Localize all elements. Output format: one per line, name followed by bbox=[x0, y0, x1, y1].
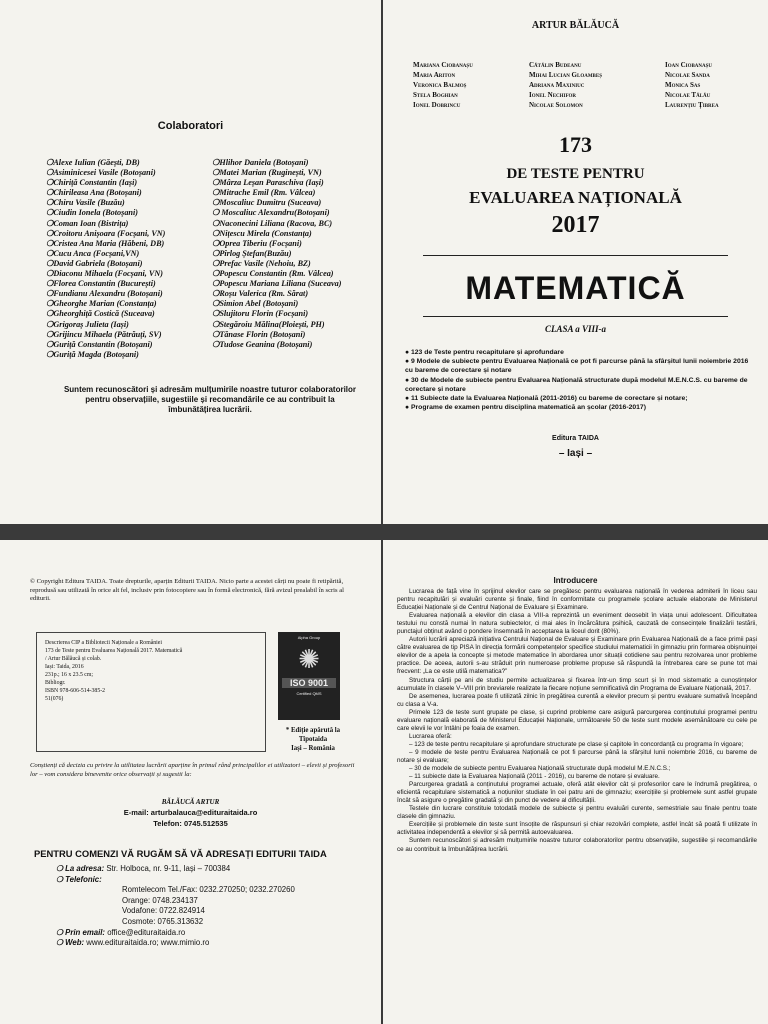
cip-line: Descrierea CIP a Bibliotecii Naționale a României bbox=[45, 640, 162, 646]
main-author: ARTUR BĂLĂUCĂ bbox=[531, 20, 620, 31]
cip-line: 231p.; 16 x 23.5 cm; bbox=[45, 672, 93, 678]
cert-iso-label: ISO 9001 bbox=[282, 678, 336, 688]
collaborator-item: ❍Mitrache Emil (Rm. Vâlcea) bbox=[212, 188, 316, 198]
collaborator-item: ❍Guriță Magda (Botoșani) bbox=[46, 349, 139, 359]
book-year: 2017 bbox=[551, 212, 600, 238]
collaborator-item: ❍Hlihor Daniela (Botoșani) bbox=[212, 158, 309, 167]
book-number: 173 bbox=[559, 132, 592, 157]
page-copyright bbox=[0, 540, 381, 1024]
phone-list bbox=[56, 885, 295, 927]
collaborator-item: ❍Oprea Tiberiu (Focșani) bbox=[212, 238, 302, 248]
contact-author: BĂLĂUCĂ ARTUR bbox=[161, 798, 220, 806]
cip-line: 51(076) bbox=[45, 696, 64, 702]
cip-line: 173 de Teste pentru Evaluarea Națională 2017. Matematică bbox=[45, 648, 183, 654]
introduction-paragraph: Testele din lucrare constituie totodată modele de subiecte și pentru evaluări curente, semestriale sau finale pentru toate clasele din gimnaziu. bbox=[397, 805, 757, 821]
coauthors-column-1 bbox=[413, 60, 473, 110]
coauthors-column-2 bbox=[529, 60, 602, 110]
divider bbox=[423, 316, 728, 317]
coauthor-name: Nicolae Tălău bbox=[665, 91, 711, 99]
introduction-paragraph: Autorii lucrării apreciază inițiativa Centrului Național de Evaluare și Examinare prin Evaluarea Națională de a face primii pași către evaluarea de tip PISA în direcția formării competențelor specifice studiului matematicii în gimnaziu prin formarea obișnuinței elevilor de a apela la concepte și metode matematice în abordarea unor situații cotidiene sau pentru rezolvarea unor probleme practice. De aceea, autorii s-au străduit prin numeroase probleme propuse să răspundă la întrebarea care se pune tot mai frecvent: „La ce este utilă matematica?” bbox=[397, 636, 757, 676]
collaborator-item: ❍Mârza Leșan Paraschiva (Iași) bbox=[212, 178, 324, 188]
collaborator-item: ❍Alexe Iulian (Găești, DB) bbox=[46, 158, 140, 167]
introduction-paragraph: Exercițiile și problemele din teste sunt însoțite de răspunsuri și chiar rezolvări complete, astfel încât să poată fi utilizate în activitatea independentă a elevilor și să permită autoevaluarea. bbox=[397, 821, 757, 837]
collaborator-item: ❍ Moscaliuc Alexandru(Botoșani) bbox=[212, 208, 330, 218]
coauthor-name: Stela Boghian bbox=[413, 91, 458, 99]
phone-number: Cosmote: 0765.313632 bbox=[122, 916, 204, 926]
introduction-paragraph: De asemenea, lucrarea poate fi utilizată zilnic în pregătirea curentă a elevilor precum și pentru evaluare sumativă începând cu clasa a V-a. bbox=[397, 692, 757, 708]
feature-item: ● 9 Modele de subiecte pentru Evaluarea Națională ce pot fi parcurse până la sfârșitul lunii noiembrie 2016 cu bareme de corectare și notare bbox=[405, 358, 749, 375]
coauthor-name: Ionel Nechifor bbox=[529, 91, 577, 99]
collaborator-item: ❍Roșu Valerica (Rm. Sărat) bbox=[212, 289, 309, 299]
cert-star-icon: ✺ bbox=[298, 644, 320, 674]
phones-label: ❍ Telefonic: bbox=[56, 874, 102, 884]
coauthor-name: Adriana Maxiniuc bbox=[529, 81, 585, 89]
cert-top-label: Alpha Group bbox=[297, 635, 321, 640]
book-title-line-2: EVALUAREA NAȚIONALĂ bbox=[469, 188, 682, 207]
collaborator-item: ❍Chiriță Constantin (Iași) bbox=[46, 178, 138, 188]
coauthor-name: Mihai Lucian Gloambeș bbox=[529, 71, 603, 79]
publisher-website[interactable]: www.edituraitaida.ro; www.mimio.ro bbox=[84, 938, 210, 948]
collaborator-item: ❍Chiru Vasile (Buzău) bbox=[46, 198, 125, 208]
collaborator-item: ❍Chirileasa Ana (Botoșani) bbox=[46, 188, 142, 198]
iso-certificate-logo bbox=[278, 632, 340, 720]
feature-item: ● 123 de Teste pentru recapitulare și aprofundare bbox=[405, 349, 564, 356]
collaborator-item: ❍Croitoru Anișoara (Focșani, VN) bbox=[46, 228, 166, 238]
collaborator-item: ❍Gheorghiță Costică (Suceava) bbox=[46, 309, 155, 319]
introduction-title: Introducere bbox=[553, 576, 598, 585]
email-line: ❍ Prin email: office@edituraitaida.ro bbox=[56, 927, 186, 937]
coauthor-name: Cătălin Budeanu bbox=[529, 61, 582, 69]
collaborator-item: ❍Ciudin Ionela (Botoșani) bbox=[46, 208, 138, 218]
print-note-line: Iași – România bbox=[291, 745, 335, 752]
collaborator-item: ❍Coman Ioan (Bistrița) bbox=[46, 218, 129, 228]
collaborator-item: ❍Guriță Constantin (Botoșani) bbox=[46, 339, 153, 349]
book-subject: MATEMATICĂ bbox=[465, 270, 686, 306]
introduction-paragraph: Evaluarea națională a elevilor din clasa a VIII-a reprezintă un eveniment deosebit în viața unui adolescent. Dificultatea testului nu constă numai în natura subiectelor, ci mai ales în încărcătura psihică, cauzată de consecințele finalizării testării, punctajul obținut având o pondere însemnată în acceptarea la liceul dorit (80%). bbox=[397, 612, 757, 636]
book-class: CLASA a VIII-a bbox=[544, 324, 607, 334]
collaborators-right-list bbox=[212, 158, 341, 350]
coauthor-name: Maria Ariton bbox=[413, 71, 456, 79]
phone-number: Romtelecom Tel./Fax: 0232.270250; 0232.270260 bbox=[122, 885, 295, 895]
page-introduction bbox=[383, 540, 768, 1024]
divider bbox=[423, 255, 728, 256]
coauthor-name: Veronica Balmoș bbox=[413, 81, 467, 89]
author-phone: Telefon: 0745.512535 bbox=[153, 819, 228, 828]
introduction-paragraph: – 30 de modele de subiecte pentru Evaluarea Națională structurate după modelul M.E.N.C.S.; bbox=[409, 765, 671, 773]
collaborators-left-list bbox=[46, 158, 165, 360]
publisher-contact bbox=[56, 864, 295, 949]
publisher-city: – Iași – bbox=[558, 448, 593, 459]
collaborator-item: ❍Grigoraș Julieta (Iași) bbox=[46, 319, 129, 329]
collaborator-item: ❍Tudose Geanina (Botoșani) bbox=[212, 339, 313, 349]
feature-list bbox=[405, 348, 755, 412]
book-title-line-1: DE TESTE PENTRU bbox=[506, 166, 645, 182]
introduction-paragraph: Suntem recunoscători și adresăm mulțumirile noastre tuturor colaboratorilor pentru observațiile, sugestiile și recomandările ce au contribuit la îmbunătățirea lucrării. bbox=[397, 837, 757, 853]
address-line: ❍ La adresa: Str. Holboca, nr. 9-11, Iași – 700384 bbox=[56, 864, 231, 873]
collaborator-item: ❍Florea Constantin (București) bbox=[46, 279, 156, 289]
orders-heading: PENTRU COMENZI VĂ RUGĂM SĂ VĂ ADRESAȚI EDITURII TAIDA bbox=[34, 848, 327, 859]
cert-caption: Certified QMS bbox=[296, 691, 322, 696]
coauthor-name: Nicolae Sanda bbox=[665, 71, 710, 79]
collaborator-item: ❍Grijincu Mihaela (Pătrăuți, SV) bbox=[46, 329, 162, 339]
collaborator-item: ❍Slujitoru Florin (Focșani) bbox=[212, 309, 309, 319]
feature-item: ● 30 de Modele de subiecte pentru Evaluarea Națională structurate după modelul M.E.N.C.S. cu bareme de corectare și notare bbox=[405, 376, 748, 393]
cip-line: Bibliogr. bbox=[45, 680, 66, 686]
collaborator-item: ❍Tănase Florin (Botoșani) bbox=[212, 329, 306, 339]
print-note-line: Tipotaida bbox=[298, 736, 328, 743]
collaborator-item: ❍Prefac Vasile (Nehoiu, BZ) bbox=[212, 258, 311, 268]
print-note-line: * Ediție apărută la bbox=[285, 727, 341, 734]
introduction-paragraph: Lucrarea oferă: bbox=[409, 732, 452, 740]
page-title bbox=[383, 0, 768, 524]
coauthor-name: Mariana Ciobanașu bbox=[413, 61, 473, 69]
introduction-paragraph: – 123 de teste pentru recapitulare și aprofundare structurate pe clase și capitole în concordanță cu programa în vigoare; bbox=[409, 740, 744, 748]
collaborator-item: ❍Popescu Mariana Liliana (Suceava) bbox=[212, 279, 342, 289]
introduction-text bbox=[397, 588, 757, 854]
introduction-paragraph: Primele 123 de teste sunt grupate pe clase, și cuprind probleme care asigură parcurgerea conținutului programei pentru evaluare națională elaborată de Ministerul Educației Naționale, următoarele 50 de teste sunt modele asemănătoare cu cele pe care elevii le vor întâlni pe foaia de examen. bbox=[397, 708, 757, 732]
collaborator-item: ❍Nițescu Mirela (Constanța) bbox=[212, 228, 312, 238]
coauthor-name: Ioan Ciobanașu bbox=[665, 61, 713, 69]
page-collaborators bbox=[0, 0, 381, 524]
collaborator-item: ❍Simion Abel (Botoșani) bbox=[212, 299, 299, 309]
collaborator-item: ❍Gheorghe Marian (Constanța) bbox=[46, 299, 157, 309]
collaborator-item: ❍Naconecini Liliana (Racova, BC) bbox=[212, 218, 333, 228]
thanks-note: Suntem recunoscători și adresăm mulțumirile noastre tuturor colaboratorilor pentru observațiile, sugestiile și recomandările ce au contribuit la îmbunătățirea lucrării. bbox=[63, 385, 357, 414]
coauthor-name: Laurențiu Țibrea bbox=[665, 101, 719, 109]
collaborator-item: ❍Pîrlog Ștefan(Buzău) bbox=[212, 248, 292, 258]
collaborator-item: ❍Stegăroiu Mălina(Ploiești, PH) bbox=[212, 319, 325, 329]
print-note bbox=[268, 726, 358, 753]
phone-number: Vodafone: 0722.824914 bbox=[122, 906, 205, 916]
copyright-notice: © Copyright Editura TAIDA. Toate drepturile, aparțin Editurii TAIDA. Nicio parte a acestei cărți nu poate fi retipărită, reprodusă sau utilizată în orice alt fel, inclusiv prin fotocopiere sau în formă electronică, fără avizul prealabil în scris al editurii. bbox=[30, 578, 344, 603]
author-email[interactable]: E-mail: arturbalauca@edituraitaida.ro bbox=[123, 808, 258, 817]
collaborator-item: ❍Popescu Constantin (Rm. Vâlcea) bbox=[212, 269, 334, 279]
collaborator-item: ❍Matei Marian (Ruginești, VN) bbox=[212, 168, 322, 178]
collaborator-item: ❍Diaconu Mihaela (Focșani, VN) bbox=[46, 269, 163, 279]
collaborator-item: ❍Cristea Ana Maria (Hăbeni, DB) bbox=[46, 238, 165, 248]
feedback-note: Conștienți că decizia cu privire la utilitatea lucrării aparține în primul rând principalilor ei utilizatori – elevii și profesorii lor – vom considera binevenite orice observații și sugestii la: bbox=[30, 762, 355, 778]
collaborator-item: ❍Moscaliuc Dumitru (Suceava) bbox=[212, 198, 322, 208]
publisher-email[interactable]: office@edituraitaida.ro bbox=[105, 927, 186, 937]
collaborator-item: ❍David Gabriela (Botoșani) bbox=[46, 258, 143, 268]
collaborator-item: ❍Fundianu Alexandru (Botoșani) bbox=[46, 289, 163, 299]
introduction-paragraph: Parcurgerea gradată a conținutului programei actuale, oferă atât elevilor cât și profesorilor care le îndrumă pregătirea, o eficientă recapitulare sistematică a noțiunilor studiate în cei patru ani de gimnaziu; exercițiile și problemele sunt astfel grupate încât să asigure o pregătire gradată și din punct de vedere al dificultății. bbox=[397, 781, 757, 805]
cip-box bbox=[36, 632, 266, 752]
collaborator-item: ❍Cucu Anca (Focșani,VN) bbox=[46, 248, 140, 258]
feature-item: ● Programe de examen pentru disciplina matematică an școlar (2016-2017) bbox=[405, 404, 646, 412]
introduction-paragraph: Lucrarea de față vine în sprijinul elevilor care se pregătesc pentru evaluarea națională în vederea admiterii în liceu sau pentru recapitulări și evaluări curente și finale, fiind în conformitate cu programele școlare actuale elaborate de Ministerul Educației Naționale și de Centrul Național de Evaluare și Examinare. bbox=[397, 588, 757, 612]
publisher: Editura TAIDA bbox=[552, 435, 599, 442]
cip-line: Iași: Taida, 2016 bbox=[45, 664, 84, 670]
cip-line: ISBN 978-606-514-385-2 bbox=[45, 688, 106, 694]
introduction-paragraph: – 9 modele de teste pentru Evaluarea Națională ce pot fi parcurse până la sfârșitul lunii noiembrie 2016, cu bareme de notare și evaluare; bbox=[397, 748, 757, 764]
web-line: ❍ Web: www.edituraitaida.ro; www.mimio.ro bbox=[56, 938, 210, 948]
coauthor-name: Nicolae Solomon bbox=[529, 101, 583, 109]
coauthors-column-3 bbox=[665, 60, 719, 110]
collaborators-title: Colaboratori bbox=[157, 120, 224, 132]
coauthor-name: Ionel Dobrincu bbox=[413, 101, 461, 109]
cip-line: / Artur Bălăucă și colab. bbox=[45, 656, 102, 662]
coauthor-name: Monica Sas bbox=[665, 81, 701, 89]
phone-number: Orange: 0748.234137 bbox=[122, 895, 198, 905]
introduction-paragraph: Structura cărții pe ani de studiu permite actualizarea și fixarea într-un timp scurt și în mod sistematic a cunoștințelor acumulate în clasele V–VIII prin breviarele realizate la fiecare noțiune semnificativă din Programa de Evaluare Națională, 2017. bbox=[397, 676, 757, 692]
feature-item: ● 11 Subiecte date la Evaluarea Națională (2011-2016) cu bareme de corectare și notare; bbox=[405, 395, 688, 403]
collaborator-item: ❍Asiminicesei Vasile (Botoșani) bbox=[46, 168, 156, 178]
introduction-paragraph: – 11 subiecte date la Evaluarea Națională (2011 - 2016), cu bareme de notare și evaluare. bbox=[409, 773, 660, 781]
